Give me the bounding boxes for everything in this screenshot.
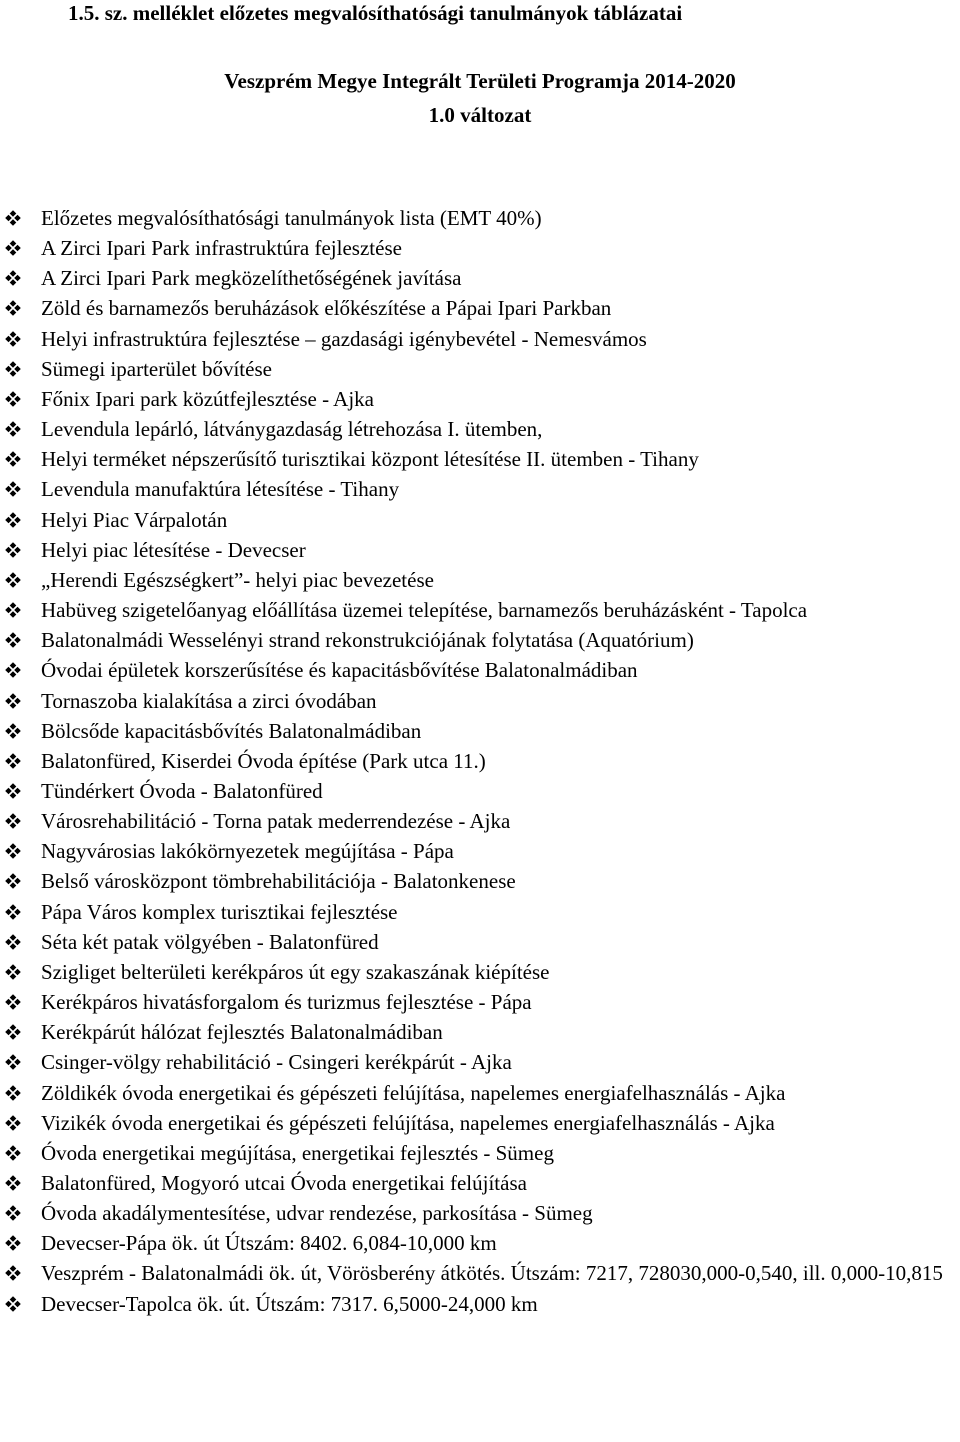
version-label: 1.0 változat xyxy=(428,103,532,127)
list-item-text: Habüveg szigetelőanyag előállítása üzemei telepítése, barnamezős beruházásként - Tapolca xyxy=(41,598,808,623)
list-item-text: Séta két patak völgyében - Balatonfüred xyxy=(41,929,379,954)
four-diamond-bullet-icon xyxy=(5,1054,21,1070)
list-item xyxy=(5,203,960,233)
list-item xyxy=(5,1138,960,1168)
list-item-text: „Herendi Egészségkert”- helyi piac bevezetése xyxy=(41,567,434,592)
four-diamond-bullet-icon xyxy=(5,693,21,709)
four-diamond-bullet-icon xyxy=(5,934,21,950)
list-item-text: Tornaszoba kialakítása a zirci óvodában xyxy=(41,688,377,713)
list-item-text: Veszprém - Balatonalmádi ök. út, Vörösberény átkötés. Útszám: 7217, 728030,000-0,540, ill. 0,000-10,815 xyxy=(41,1261,943,1286)
four-diamond-bullet-icon xyxy=(5,270,21,286)
four-diamond-bullet-icon xyxy=(5,542,21,558)
list-item xyxy=(5,716,960,746)
four-diamond-bullet-icon xyxy=(5,1296,21,1312)
program-title: Veszprém Megye Integrált Területi Programja 2014-2020 xyxy=(224,69,736,93)
four-diamond-bullet-icon xyxy=(5,662,21,678)
list-item-text: A Zirci Ipari Park infrastruktúra fejlesztése xyxy=(41,236,402,261)
list-item xyxy=(5,293,960,323)
list-item-text: Tündérkert Óvoda - Balatonfüred xyxy=(41,778,323,803)
four-diamond-bullet-icon xyxy=(5,240,21,256)
list-item xyxy=(5,565,960,595)
four-diamond-bullet-icon xyxy=(5,1235,21,1251)
four-diamond-bullet-icon xyxy=(5,964,21,980)
list-item xyxy=(5,1017,960,1047)
list-item-text: Zöld és barnamezős beruházások előkészítése a Pápai Ipari Parkban xyxy=(41,296,612,321)
list-item xyxy=(5,1047,960,1077)
list-item xyxy=(5,354,960,384)
four-diamond-bullet-icon xyxy=(5,843,21,859)
list-item xyxy=(5,746,960,776)
four-diamond-bullet-icon xyxy=(5,602,21,618)
list-item-text: Kerékpárút hálózat fejlesztés Balatonalmádiban xyxy=(41,1020,443,1045)
list-item-text: Szigliget belterületi kerékpáros út egy szakaszának kiépítése xyxy=(41,959,550,984)
list-item-text: Helyi Piac Várpalotán xyxy=(41,507,228,532)
list-item-text: Helyi terméket népszerűsítő turisztikai központ létesítése II. ütemben - Tihany xyxy=(41,447,699,472)
list-item-text: Nagyvárosias lakókörnyezetek megújítása - Pápa xyxy=(41,839,454,864)
list-item xyxy=(5,1108,960,1138)
list-item-text: Főnix Ipari park közútfejlesztése - Ajka xyxy=(41,386,374,411)
list-item xyxy=(5,1078,960,1108)
four-diamond-bullet-icon xyxy=(5,1145,21,1161)
list-item-text: Óvoda energetikai megújítása, energetikai fejlesztés - Sümeg xyxy=(41,1140,554,1165)
list-item-text: Balatonfüred, Kiserdei Óvoda építése (Park utca 11.) xyxy=(41,748,486,773)
list-item xyxy=(5,655,960,685)
list-item xyxy=(5,444,960,474)
list-item-text: Devecser-Tapolca ök. út. Útszám: 7317. 6,5000-24,000 km xyxy=(41,1291,538,1316)
four-diamond-bullet-icon xyxy=(5,421,21,437)
list-item-text: Óvoda akadálymentesítése, udvar rendezése, parkosítása - Sümeg xyxy=(41,1201,593,1226)
four-diamond-bullet-icon xyxy=(5,361,21,377)
list-item xyxy=(5,1289,960,1319)
four-diamond-bullet-icon xyxy=(5,994,21,1010)
list-item xyxy=(5,474,960,504)
list-item xyxy=(5,414,960,444)
four-diamond-bullet-icon xyxy=(5,481,21,497)
four-diamond-bullet-icon xyxy=(5,904,21,920)
four-diamond-bullet-icon xyxy=(5,1175,21,1191)
list-item-text: Helyi infrastruktúra fejlesztése – gazdasági igénybevétel - Nemesvámos xyxy=(41,326,647,351)
four-diamond-bullet-icon xyxy=(5,331,21,347)
list-item-text: Sümegi iparterület bővítése xyxy=(41,356,272,381)
four-diamond-bullet-icon xyxy=(5,300,21,316)
four-diamond-bullet-icon xyxy=(5,1024,21,1040)
four-diamond-bullet-icon xyxy=(5,753,21,769)
four-diamond-bullet-icon xyxy=(5,572,21,588)
four-diamond-bullet-icon xyxy=(5,632,21,648)
list-item-text: Balatonalmádi Wesselényi strand rekonstrukciójának folytatása (Aquatórium) xyxy=(41,628,694,653)
list-item xyxy=(5,505,960,535)
list-item xyxy=(5,625,960,655)
list-item xyxy=(5,927,960,957)
list-item xyxy=(5,897,960,927)
list-item xyxy=(5,1258,960,1288)
list-item-text: A Zirci Ipari Park megközelíthetőségének javítása xyxy=(41,266,462,291)
list-item xyxy=(5,535,960,565)
list-item-text: Előzetes megvalósíthatósági tanulmányok lista (EMT 40%) xyxy=(41,206,542,230)
list-item-text: Bölcsőde kapacitásbővítés Balatonalmádiban xyxy=(41,718,422,743)
four-diamond-bullet-icon xyxy=(5,813,21,829)
list-item xyxy=(5,776,960,806)
list-item-text: Zöldikék óvoda energetikai és gépészeti felújítása, napelemes energiafelhasználás - Ajka xyxy=(41,1080,786,1105)
list-item-text: Vizikék óvoda energetikai és gépészeti felújítása, napelemes energiafelhasználás - Ajka xyxy=(41,1110,775,1135)
four-diamond-bullet-icon xyxy=(5,391,21,407)
list-item-text: Csinger-völgy rehabilitáció - Csingeri kerékpárút - Ajka xyxy=(41,1050,512,1075)
list-item-text: Városrehabilitáció - Torna patak mederrendezése - Ajka xyxy=(41,809,511,834)
list-item-text: Kerékpáros hivatásforgalom és turizmus fejlesztése - Pápa xyxy=(41,990,532,1015)
list-item-text: Belső városközpont tömbrehabilitációja - Balatonkenese xyxy=(41,869,516,894)
list-item xyxy=(5,836,960,866)
four-diamond-bullet-icon xyxy=(5,1085,21,1101)
list-item-text: Levendula manufaktúra létesítése - Tihany xyxy=(41,477,400,502)
four-diamond-bullet-icon xyxy=(5,783,21,799)
list-item xyxy=(5,957,960,987)
list-item xyxy=(5,324,960,354)
list-item xyxy=(5,686,960,716)
list-item xyxy=(5,263,960,293)
four-diamond-bullet-icon xyxy=(5,1265,21,1281)
four-diamond-bullet-icon xyxy=(5,873,21,889)
annex-title: 1.5. sz. melléklet előzetes megvalósíthatósági tanulmányok táblázatai xyxy=(68,1,683,25)
four-diamond-bullet-icon xyxy=(5,512,21,528)
list-item xyxy=(5,384,960,414)
list-item xyxy=(5,1228,960,1258)
list-item xyxy=(5,987,960,1017)
list-item xyxy=(5,1168,960,1198)
list-item xyxy=(5,866,960,896)
four-diamond-bullet-icon xyxy=(5,451,21,467)
four-diamond-bullet-icon xyxy=(5,1115,21,1131)
list-item-text: Pápa Város komplex turisztikai fejlesztése xyxy=(41,899,398,924)
four-diamond-bullet-icon xyxy=(5,210,21,226)
list-item xyxy=(5,233,960,263)
list-item xyxy=(5,1198,960,1228)
project-list xyxy=(5,203,960,1319)
four-diamond-bullet-icon xyxy=(5,1205,21,1221)
list-item xyxy=(5,595,960,625)
list-item-text: Óvodai épületek korszerűsítése és kapacitásbővítése Balatonalmádiban xyxy=(41,658,638,683)
four-diamond-bullet-icon xyxy=(5,723,21,739)
list-item-text: Levendula lepárló, látványgazdaság létrehozása I. ütemben, xyxy=(41,417,543,442)
list-item-text: Helyi piac létesítése - Devecser xyxy=(41,537,306,562)
list-item xyxy=(5,806,960,836)
list-item-text: Devecser-Pápa ök. út Útszám: 8402. 6,084-10,000 km xyxy=(41,1231,497,1256)
list-item-text: Balatonfüred, Mogyoró utcai Óvoda energetikai felújítása xyxy=(41,1171,527,1195)
